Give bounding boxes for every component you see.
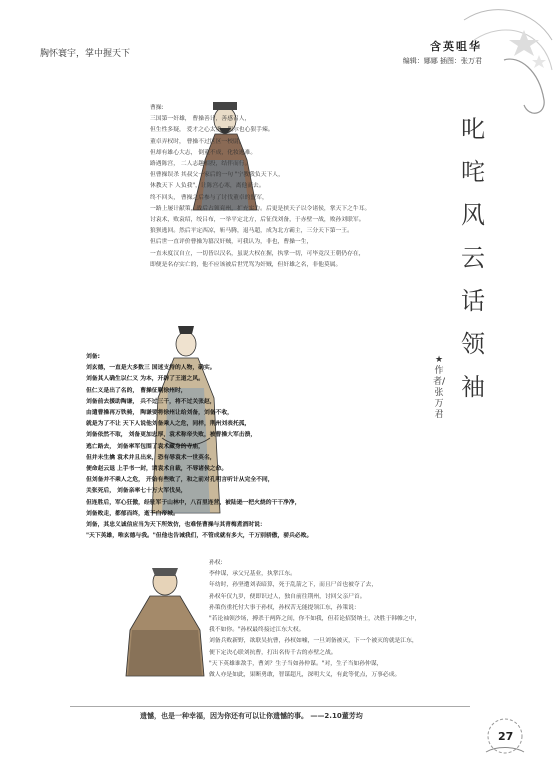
text-line: 但生性多疑， 爱才之心太重。偶尔也心狠手辣。 <box>150 127 274 134</box>
section-sunquan <box>209 558 420 681</box>
text-line: 一路上屡计献策，战后占领兖州，扩充实力。后更是挟天子以令诸侯，掌天下之牛耳。 <box>150 205 371 212</box>
text-line: 做人亦是如此，果断勇敢，智谋超凡，深明大义，有此等优点，万事必成。 <box>209 672 401 679</box>
title-char: 袖 <box>461 373 485 401</box>
text-line: 但却有雄心大志， 倒董不成，化妆逃难。 <box>150 149 257 156</box>
text-line: 讨袁术，败袁绍，绞吕布，一举平定北方，后征伐刘备，于赤壁一战，败孙刘联军。 <box>150 217 365 224</box>
text-line: 孙权: <box>209 560 223 566</box>
editor-credits: 编辑：娜娜 插图：张万君 <box>402 57 482 65</box>
text-line: 休教天下 人负我"，让陈宫心寒，离他而去。 <box>150 183 265 190</box>
text-line: 即便是名存实亡的，他不应该被后世咒骂为奸贼，但奸雄之名，非他莫属。 <box>150 261 342 268</box>
text-line: 刘备败走，都郁而终，逝于白帝城。 <box>86 510 179 517</box>
title-char: 风 <box>461 201 485 229</box>
page-number: 27 <box>498 730 514 743</box>
text-line: 就是为了不让 天下人说他刘备乘人之危，同样，荆州刘表托孤， <box>86 421 251 428</box>
text-line: 刘备兵败新野，欲联吴抗曹，孙权如嘘，一旦刘备被灭，下一个被灭的就是江东， <box>209 638 418 645</box>
text-line: 但连胜后，军心狂傲，经驻军于山林中，八百里连营，被陆逊一把火烧的干干净净， <box>86 499 301 506</box>
text-line: 终不回头， 曹操之后参与了讨伐董卓的盟军， <box>150 194 268 201</box>
text-line: "天下英雄谁敌手，曹刘？生子当如孙仲谋。"对，生子当如孙仲谋， <box>209 660 383 667</box>
text-line: 刘备，其忠义诚信应当为天下所效仿，也难怪曹操与其青梅煮酒时说： <box>86 522 266 529</box>
text-line: 但后世一直评价曹操为篡汉奸贼，可我认为，非也，曹操一生， <box>150 239 313 246</box>
text-line: 由遣曹操再万铁骑， 陶谦要将徐州让给刘备，刘备不收， <box>86 410 233 417</box>
text-line: 我不如你。"孙权最终接过江东大权。 <box>209 627 305 634</box>
text-line: 但仁义是出了名的， 曹操征剿徐州时， <box>86 387 187 394</box>
header-slogan: 胸怀寰宇，掌中握天下 <box>40 49 131 59</box>
text-line: 孙权年仅九岁，便即识过人，独自前往荆州，讨回父亲尸首。 <box>209 593 366 600</box>
footer-quote: 遗憾，也是一种幸福，因为你还有可以让你遗憾的事。 ——2.10董芳均 <box>140 712 363 720</box>
text-line: 董卓弄权时， 曹操不过区区一校尉， <box>150 138 245 145</box>
column-name: 含英咀华 <box>430 40 482 53</box>
title-char: 叱 <box>461 115 485 143</box>
text-line: 逃亡路去， 刘备率军包围了袁术藏身的寺庙， <box>86 443 204 450</box>
text-line: 狼狈逃回。然后平定西凉，斩马腾，退马超，成为北方霸主，三分天下第一王。 <box>150 228 353 235</box>
text-line: "若论袖领沙场，搏杀于两阵之间，你不如我，但若论招贤纳士，决胜于韩帷之中， <box>209 616 421 623</box>
text-line: 路遇陈宫， 二人志趣相投，结伴而行。 <box>150 161 251 168</box>
text-line: 李仲谋，承父兄基业，执掌江东。 <box>209 571 296 578</box>
text-line: 刘备依然不取， 刘备更加忠厚，袁术称帝失败，被曹操大军击溃， <box>86 432 257 439</box>
text-line: 一直未度汉自立，一切皆以汉名，虽说大权在握，执掌一切，可毕竟汉王朝仍存在， <box>150 250 365 257</box>
text-line: 但并未生擒 袁术并且出来，恐有辱袁术一世英名， <box>86 454 216 461</box>
sunquan-illustration <box>120 560 210 680</box>
text-line: 刘备前去援助陶谦， 兵不过三千，将不过关张赵， <box>86 398 216 405</box>
header-column <box>403 38 482 66</box>
title-char: 领 <box>461 330 485 358</box>
section-caocao <box>150 103 370 271</box>
title-char: 咤 <box>461 158 485 186</box>
text-line: 曹操: <box>150 105 164 111</box>
text-line: 关张死后， 刘备亲率七十万大军伐吴， <box>86 488 187 495</box>
text-line: 但刘备并不乘人之危， 开始有些败了，和之前对孔明言听计从完全不同， <box>86 477 274 484</box>
footer-divider <box>70 706 470 707</box>
text-line: 但曹操误杀 其叔父一家后的一句 "宁教我负天下人， <box>150 172 284 179</box>
author-byline: ★作者/张万君 <box>432 355 446 420</box>
text-line: 刘备其人确生以仁义 为本，开辟了王道之风。 <box>86 376 204 383</box>
text-line: "天下英雄，唯玄德与我。"但他也告诫我们，不管成就有多大，千万别骄傲，骄兵必败。 <box>86 533 313 540</box>
section-liubei <box>86 352 312 542</box>
text-line: 便下定决心联刘抗曹，打出名传千古的赤壁之战。 <box>209 649 337 656</box>
text-line: 三国第一奸雄， 曹操善计，善感召人， <box>150 116 251 123</box>
title-char: 云 <box>461 244 485 272</box>
article-title <box>458 108 488 409</box>
text-line: 年幼时，孙坚遭刘表暗算，死于乱箭之下，而且尸首也被夺了去， <box>209 582 378 589</box>
text-line: 刘玄德，一直是大多数三 国迷支持的人物，确实。 <box>86 365 216 372</box>
text-line: 孙策伤重托付大事于孙权，孙权苦无能提领江东，孙策说： <box>209 604 360 611</box>
text-line: 刘备: <box>86 354 100 360</box>
title-char: 话 <box>461 287 485 315</box>
text-line: 便命赵云退 上手书一封，请袁术自裁，不辱诸侯之命。 <box>86 466 228 473</box>
